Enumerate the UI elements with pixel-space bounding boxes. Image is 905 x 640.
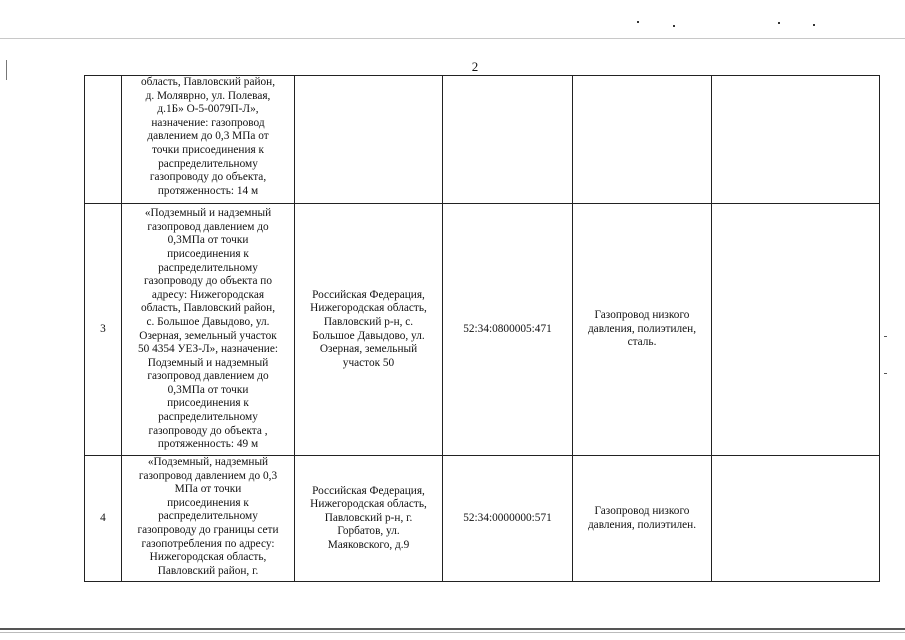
table-row (85, 456, 880, 582)
characteristics-cell: Газопровод низкого давления, полиэтилен. (573, 456, 712, 582)
page-number: 2 (471, 59, 479, 74)
address-cell: Российская Федерация, Нижегородская область, Павловский р-н, с. Большое Давыдово, ул. Озерная, земельный участок 50 (295, 204, 443, 456)
table-row (85, 204, 880, 456)
address-cell (295, 76, 443, 204)
cadastral-number-cell: 52:34:0000000:571 (443, 456, 573, 582)
scan-speck (813, 24, 815, 26)
table-row (85, 76, 880, 204)
address-cell: Российская Федерация, Нижегородская область, Павловский р-н, г. Горбатов, ул. Маяковского, д.9 (295, 456, 443, 582)
scan-speck (637, 21, 639, 23)
characteristics-cell (573, 76, 712, 204)
scan-line-bottom (0, 628, 905, 630)
cadastral-number-cell (443, 76, 573, 204)
scan-mark-right (884, 336, 887, 337)
scan-speck (778, 22, 780, 24)
scan-speck (673, 25, 675, 27)
cadastral-number-cell: 52:34:0800005:471 (443, 204, 573, 456)
scan-mark-right (884, 373, 887, 374)
row-number-cell (85, 76, 122, 204)
object-description-cell: область, Павловский район, д. Моляврно, ул. Полевая, д.1Б» О-5-0079П-Л», назначение: газопровод давлением до 0,3 МПа от точки присоединения к распределительному газопроводу до объекта, протяженность: 14 м (122, 76, 295, 204)
extra-cell (712, 204, 880, 456)
scan-mark-left (6, 60, 7, 80)
row-number-cell: 4 (85, 456, 122, 582)
registry-table (84, 75, 880, 582)
scan-line-top (0, 38, 905, 39)
row-number-cell: 3 (85, 204, 122, 456)
characteristics-cell: Газопровод низкого давления, полиэтилен, сталь. (573, 204, 712, 456)
object-description-cell: «Подземный, надземный газопровод давлением до 0,3 МПа от точки присоединения к распределительному газопроводу до границы сети газопотребления по адресу: Нижегородская область, Павловский район, г. (122, 456, 295, 582)
extra-cell (712, 456, 880, 582)
scan-line-bottom-faint (0, 632, 905, 633)
extra-cell (712, 76, 880, 204)
object-description-cell: «Подземный и надземный газопровод давлением до 0,3МПа от точки присоединения к распределительному газопроводу до объекта по адресу: Нижегородская область, Павловский район, с. Большое Давыдово, ул. Озерная, земельный участок 50 4354 УЕЗ-Л», назначение: Подземный и надземный газопровод давлением до 0,3МПа от точки присоединения к распределительному газопроводу до объекта , протяженность: 49 м (122, 204, 295, 456)
